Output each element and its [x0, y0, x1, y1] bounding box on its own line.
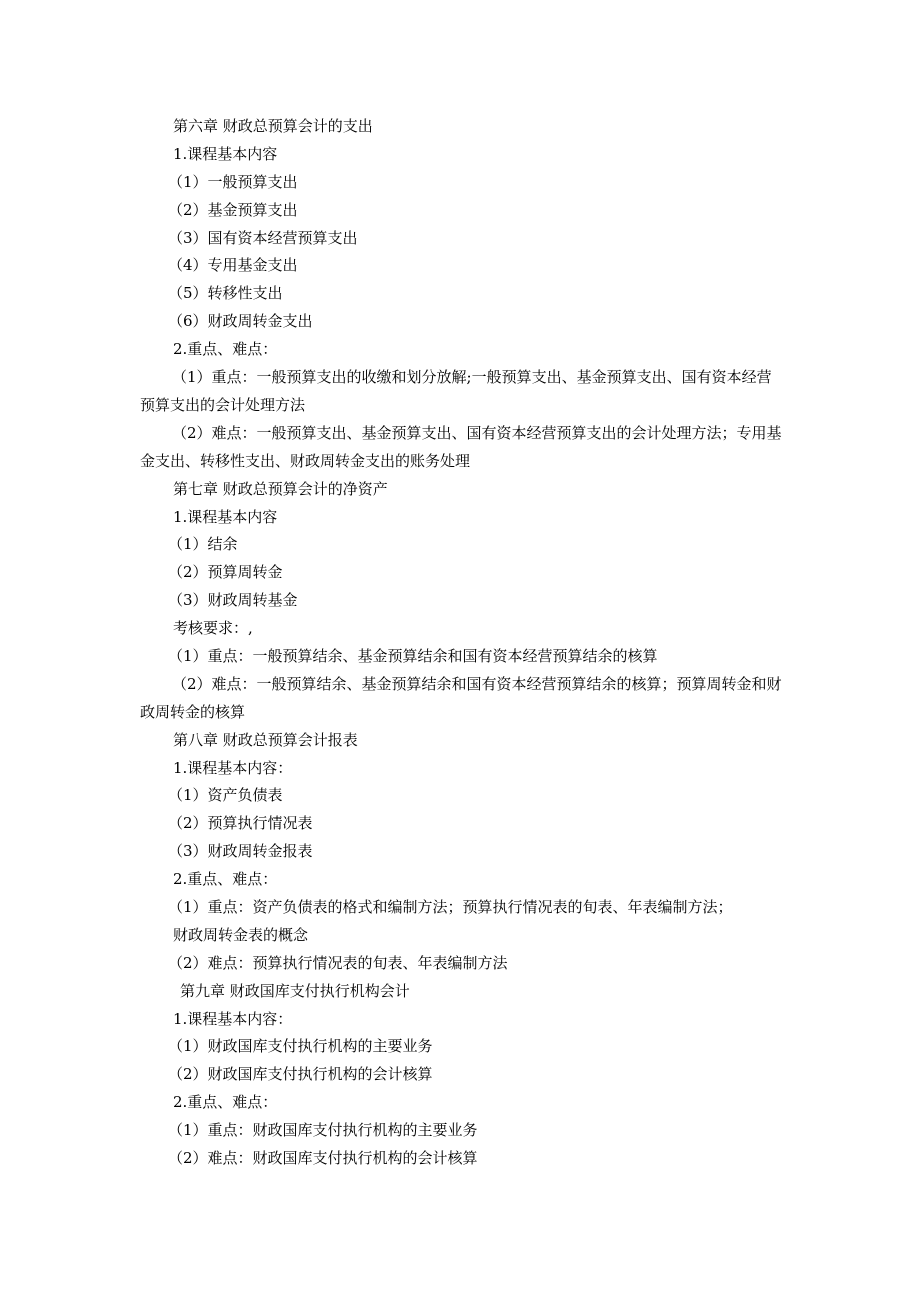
- chapter-8-section-key-points: 2.重点、难点：: [173, 870, 278, 889]
- chapter-6-item: （3）国有资本经营预算支出: [168, 228, 358, 247]
- chapter-9-item: （2）财政国库支付执行机构的会计核算: [168, 1065, 433, 1084]
- chapter-9-key-point: （1）重点：财政国库支付执行机构的主要业务: [168, 1121, 478, 1140]
- chapter-6-key-point: （1）重点：一般预算支出的收缴和划分放解;一般预算支出、基金预算支出、国有资本经营预算支出的会计处理方法: [140, 368, 772, 414]
- chapter-6-title: 第六章 财政总预算会计的支出: [173, 117, 373, 135]
- chapter-8-difficult-point: （2）难点：预算执行情况表的旬表、年表编制方法: [168, 953, 508, 972]
- chapter-8-key-point-continued: 财政周转金表的概念: [173, 925, 309, 944]
- document-body: [140, 113, 782, 1173]
- chapter-8-key-point: （1）重点：资产负债表的格式和编制方法；预算执行情况表的旬表、年表编制方法；: [168, 898, 733, 917]
- chapter-6-item: （6）财政周转金支出: [168, 312, 313, 331]
- chapter-7-item: （3）财政周转基金: [168, 591, 298, 610]
- chapter-6-section-key-points: 2.重点、难点：: [173, 340, 278, 359]
- chapter-8-item: （2）预算执行情况表: [168, 814, 313, 833]
- chapter-9-difficult-point: （2）难点：财政国库支付执行机构的会计核算: [168, 1149, 478, 1168]
- chapter-9-section-content: 1.课程基本内容：: [173, 1009, 293, 1028]
- chapter-9-item: （1）财政国库支付执行机构的主要业务: [168, 1037, 433, 1056]
- chapter-6-item: （1）一般预算支出: [168, 172, 298, 191]
- chapter-8-section-content: 1.课程基本内容：: [173, 758, 293, 777]
- chapter-7-section-content: 1.课程基本内容: [173, 507, 278, 526]
- chapter-8-item: （3）财政周转金报表: [168, 842, 313, 861]
- chapter-6-item: （2）基金预算支出: [168, 200, 298, 219]
- chapter-7-item: （1）结余: [168, 535, 238, 554]
- chapter-9-title: 第九章 财政国库支付执行机构会计: [180, 981, 410, 1000]
- chapter-7-key-point: （1）重点：一般预算结余、基金预算结余和国有资本经营预算结余的核算: [168, 646, 658, 665]
- chapter-7-section-requirements: 考核要求：,: [173, 619, 253, 638]
- chapter-9-section-key-points: 2.重点、难点：: [173, 1093, 278, 1112]
- chapter-6-item: （5）转移性支出: [168, 284, 283, 303]
- chapter-6-item: （4）专用基金支出: [168, 256, 298, 275]
- chapter-8-title: 第八章 财政总预算会计报表: [173, 730, 358, 749]
- chapter-7-item: （2）预算周转金: [168, 563, 283, 582]
- chapter-7-title: 第七章 财政总预算会计的净资产: [173, 479, 388, 498]
- chapter-8-item: （1）资产负债表: [168, 786, 283, 805]
- chapter-6-section-content: 1.课程基本内容: [173, 144, 278, 163]
- chapter-6-difficult-point: （2）难点：一般预算支出、基金预算支出、国有资本经营预算支出的会计处理方法；专用基金支出、转移性支出、财政周转金支出的账务处理: [140, 423, 782, 470]
- chapter-7-difficult-point: （2）难点：一般预算结余、基金预算结余和国有资本经营预算结余的核算；预算周转金和财政周转金的核算: [140, 674, 782, 721]
